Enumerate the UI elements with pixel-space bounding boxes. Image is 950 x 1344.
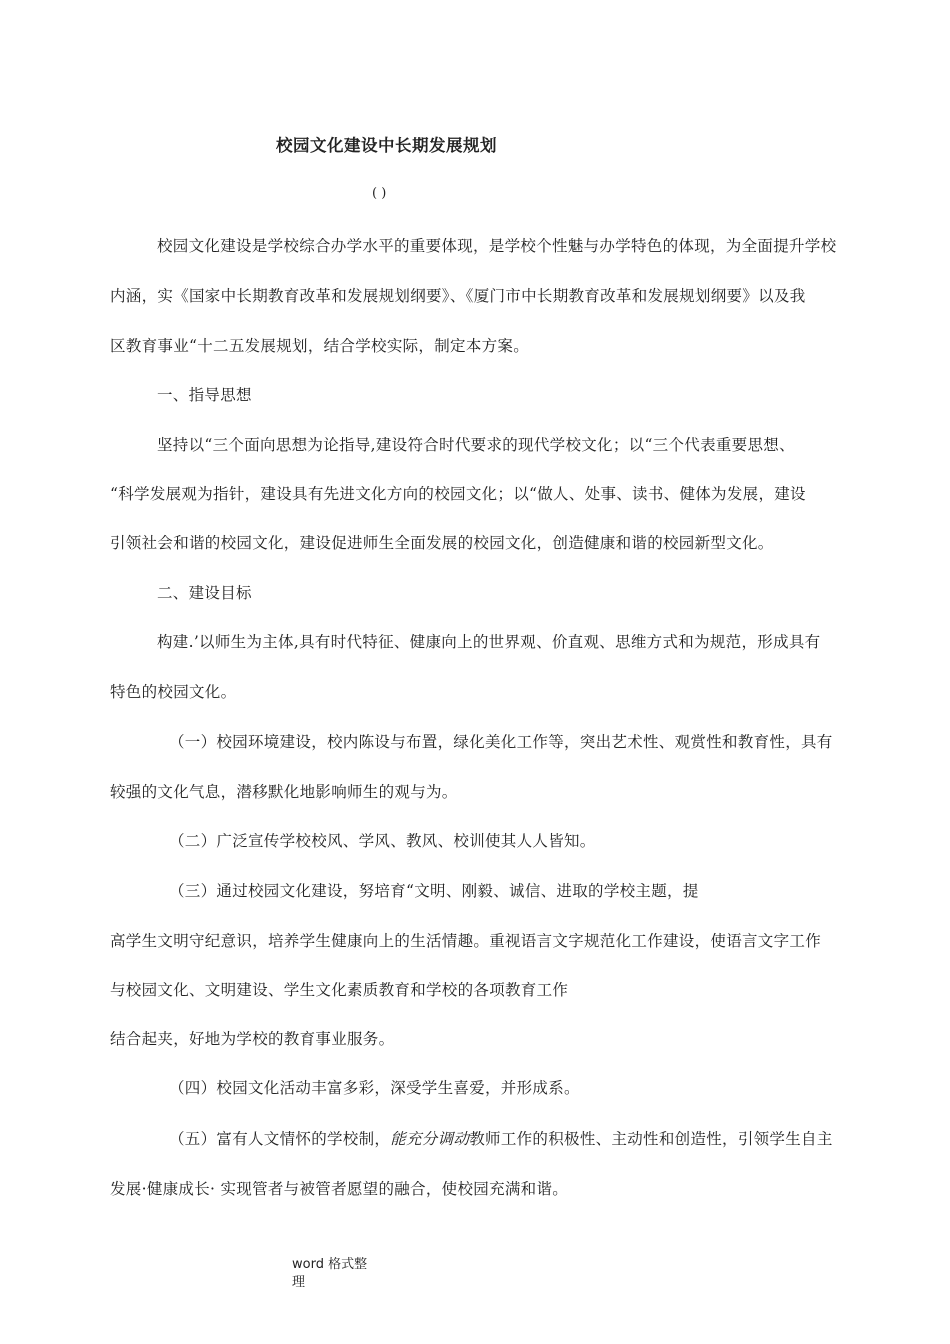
list-item-line: 较强的文化气息，潜移默化地影响师生的观与为。 [110,783,458,801]
paragraph-line: 内涵，实《国家中长期教育改革和发展规划纲要》、《厦门市中长期教育改革和发展规划纲要》以及我 [110,287,806,305]
italic-text: 能充分调动 [390,1130,470,1148]
list-item-line: （三）通过校园文化建设，努培育“文明、刚毅、诚信、进取的学校主题，提 [169,882,699,900]
list-item-line: （二）广泛宣传学校校风、学风、教风、校训使其人人皆知。 [169,832,596,850]
document-title: 校园文化建设中长期发展规划 [276,136,497,155]
section-heading: 二、建设目标 [157,584,252,602]
list-item-text: （五）富有人文情怀的学校制， [169,1130,391,1148]
paragraph-line: 校园文化建设是学校综合办学水平的重要体现，是学校个性魅与办学特色的体现，为全面提升学校 [157,237,837,255]
document-subtitle: ( ) [372,186,387,201]
section-heading: 一、指导思想 [157,386,252,404]
list-item-line: （一）校园环境建设，校内陈设与布置，绿化美化工作等，突出艺术性、观赏性和教育性，具有 [169,733,833,751]
paragraph-line: 坚持以“三个面向思想为论指导,建设符合时代要求的现代学校文化；以“三个代表重要思想、 [157,436,795,454]
paragraph-line: 引领社会和谐的校园文化，建设促进师生全面发展的校园文化，创造健康和谐的校园新型文化。 [110,534,774,552]
footer-line: word 格式整 [292,1257,368,1272]
list-item-line: 高学生文明守纪意识，培养学生健康向上的生活情趣。重视语言文字规范化工作建设，使语言文字工作 [110,932,822,950]
paragraph-line: 特色的校园文化。 [110,683,237,701]
list-item-line: 发展·健康成长· 实现管者与被管者愿望的融合，使校园充满和谐。 [110,1180,569,1198]
list-item-line: （四）校园文化活动丰富多彩，深受学生喜爱，并形成系。 [169,1079,580,1097]
paragraph-line: 区教育事业“十二五发展规划，结合学校实际，制定本方案。 [110,337,530,355]
list-item-line: 与校园文化、文明建设、学生文化素质教育和学校的各项教育工作 [110,981,569,999]
paragraph-line: 构建.’以师生为主体,具有时代特征、健康向上的世界观、价直观、思维方式和为规范，形成具有 [157,633,821,651]
list-item-text: 教师工作的积极性、主动性和创造性，引领学生自主 [469,1130,833,1148]
footer-line: 理 [292,1275,306,1290]
paragraph-line: “科学发展观为指针，建设具有先进文化方向的校园文化；以“做人、处事、读书、健体为发展，建设 [110,485,806,503]
list-item-line [169,1129,833,1149]
page-footer [292,1256,367,1292]
list-item-line: 结合起夹，好地为学校的教育事业服务。 [110,1030,395,1048]
